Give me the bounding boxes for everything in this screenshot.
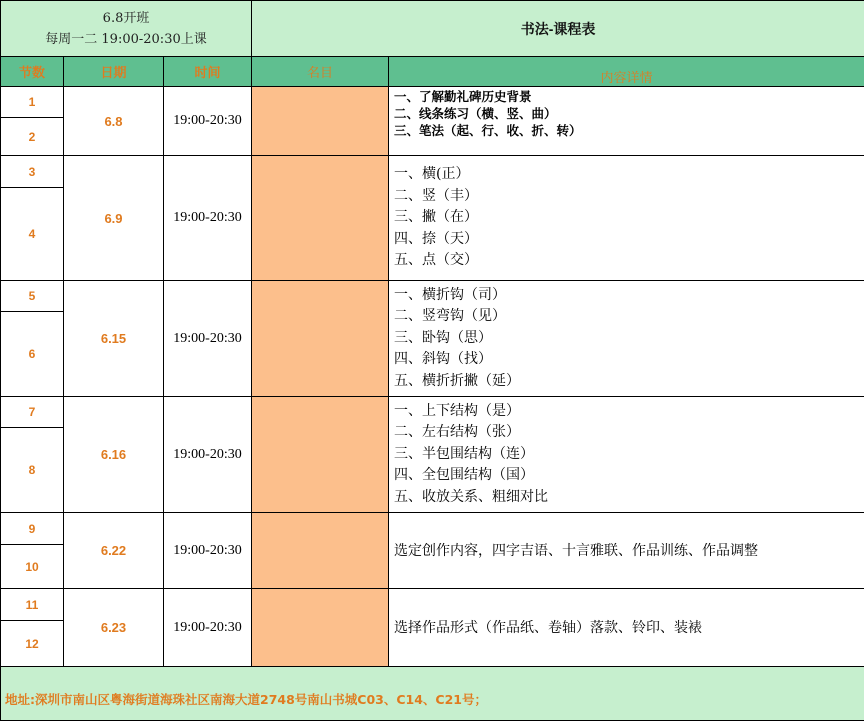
session-details (389, 589, 864, 667)
class-info-cell (1, 1, 252, 57)
table-row (1, 397, 864, 428)
table-row (1, 589, 864, 621)
detail-line: 五、横折折撇（延） (394, 371, 864, 393)
session-time: 19:00-20:30 (164, 397, 252, 513)
detail-line: 二、线条练习（横、竖、曲） (394, 105, 864, 122)
session-date: 6.22 (64, 513, 164, 589)
header-time: 时间 (164, 57, 252, 87)
session-details (389, 281, 864, 397)
title-row (1, 1, 864, 57)
session-details (389, 397, 864, 513)
detail-line: 五、收放关系、粗细对比 (394, 487, 864, 509)
session-number: 4 (1, 188, 64, 281)
detail-line: 二、竖（丰） (394, 186, 864, 208)
detail-line: 选择作品形式（作品纸、卷轴）落款、铃印、装裱 (394, 618, 864, 638)
session-details (389, 156, 864, 281)
session-date: 6.8 (64, 87, 164, 156)
detail-line: 四、全包围结构（国） (394, 465, 864, 487)
session-name (252, 589, 389, 667)
detail-line: 一、了解勤礼碑历史背景 (394, 88, 864, 105)
detail-line: 一、上下结构（是） (394, 401, 864, 423)
session-date: 6.23 (64, 589, 164, 667)
header-row (1, 57, 864, 87)
session-time: 19:00-20:30 (164, 513, 252, 589)
session-number: 8 (1, 428, 64, 513)
detail-line: 三、笔法（起、行、收、折、转） (394, 122, 864, 139)
session-time: 19:00-20:30 (164, 281, 252, 397)
address-text: 地址:深圳市南山区粤海街道海珠社区南海大道2748号南山书城C03、C14、C21号； (1, 667, 864, 721)
header-date: 日期 (64, 57, 164, 87)
session-number: 6 (1, 312, 64, 397)
detail-line: 四、捺（天） (394, 229, 864, 251)
session-name (252, 156, 389, 281)
class-schedule-text: 每周一二 19:00-20:30上课 (1, 29, 251, 50)
session-name (252, 513, 389, 589)
session-details (389, 513, 864, 589)
table-row (1, 281, 864, 312)
detail-line: 一、横(正） (394, 164, 864, 186)
table-row (1, 156, 864, 188)
detail-line: 四、斜钩（找） (394, 349, 864, 371)
header-session: 节数 (1, 57, 64, 87)
session-time: 19:00-20:30 (164, 589, 252, 667)
detail-line: 五、点（交） (394, 250, 864, 272)
session-number: 12 (1, 621, 64, 667)
detail-line: 三、撇（在） (394, 207, 864, 229)
detail-line: 三、卧钩（思） (394, 328, 864, 350)
session-number: 7 (1, 397, 64, 428)
session-date: 6.9 (64, 156, 164, 281)
class-start-text: 6.8开班 (1, 8, 251, 29)
session-date: 6.15 (64, 281, 164, 397)
session-date: 6.16 (64, 397, 164, 513)
header-details: 内容详情 (389, 57, 864, 87)
session-number: 5 (1, 281, 64, 312)
session-number: 10 (1, 545, 64, 589)
session-number: 3 (1, 156, 64, 188)
session-number: 11 (1, 589, 64, 621)
detail-line: 选定创作内容，四字吉语、十言雅联、作品训练、作品调整 (394, 541, 864, 561)
session-details (389, 87, 864, 156)
session-number: 9 (1, 513, 64, 545)
detail-line: 二、竖弯钩（见） (394, 306, 864, 328)
detail-line: 三、半包围结构（连） (394, 444, 864, 466)
footer-row (1, 667, 864, 721)
table-row (1, 87, 864, 118)
header-name: 名目 (252, 57, 389, 87)
page-title: 书法-课程表 (252, 1, 864, 57)
session-name (252, 397, 389, 513)
session-time: 19:00-20:30 (164, 87, 252, 156)
detail-line: 二、左右结构（张） (394, 422, 864, 444)
session-number: 2 (1, 118, 64, 156)
detail-line: 一、横折钩（司） (394, 285, 864, 307)
table-row (1, 513, 864, 545)
session-name (252, 281, 389, 397)
session-number: 1 (1, 87, 64, 118)
session-time: 19:00-20:30 (164, 156, 252, 281)
session-name (252, 87, 389, 156)
